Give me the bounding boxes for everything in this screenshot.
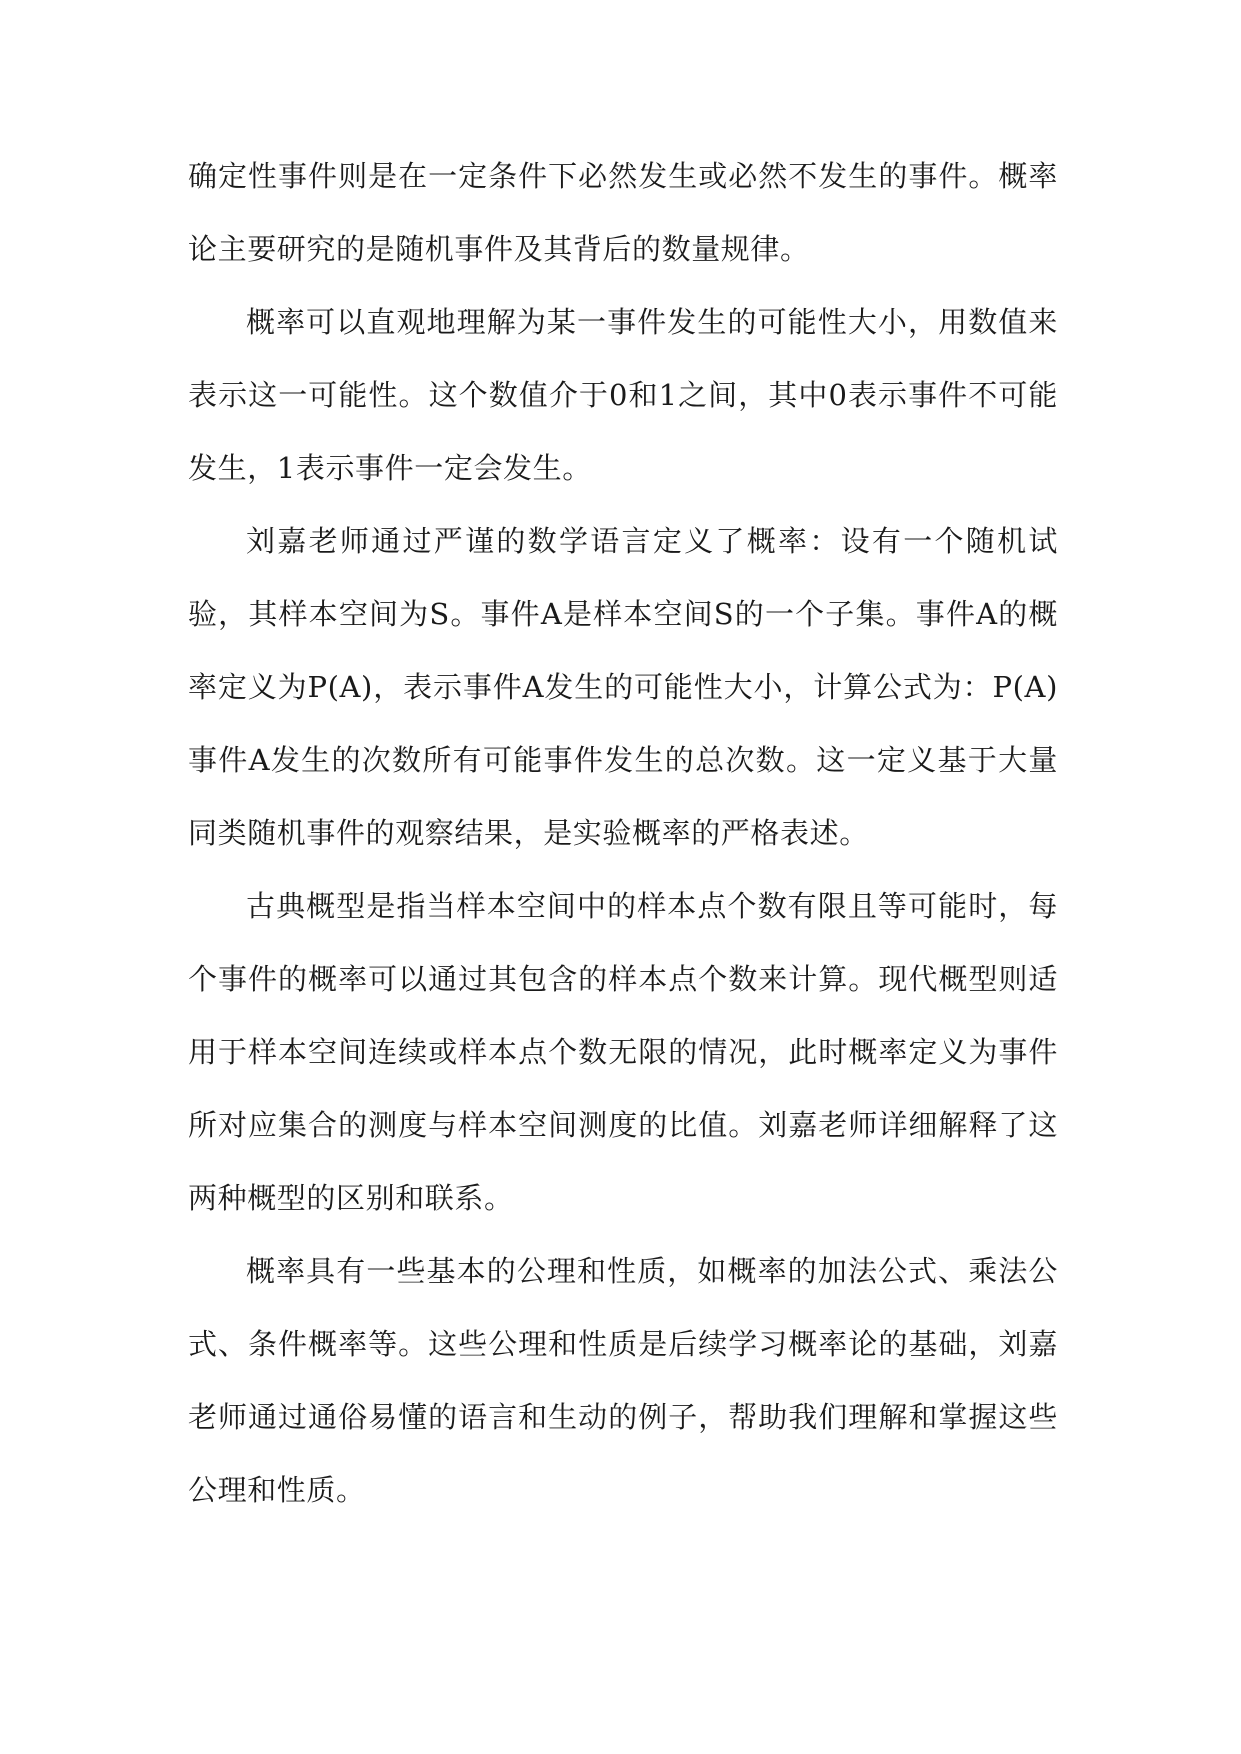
document-body <box>188 140 1058 1527</box>
paragraph-3: 刘嘉老师通过严谨的数学语言定义了概率：设有一个随机试验，其样本空间为S。事件A是样本空间S的一个子集。事件A的概率定义为P(A)，表示事件A发生的可能性大小，计算公式为：P(A)事件A发生的次数所有可能事件发生的总次数。这一定义基于大量同类随机事件的观察结果，是实验概率的严格表述。 <box>188 524 1058 850</box>
paragraph-2: 概率可以直观地理解为某一事件发生的可能性大小，用数值来表示这一可能性。这个数值介于0和1之间，其中0表示事件不可能发生，1表示事件一定会发生。 <box>188 305 1058 485</box>
paragraph-1: 确定性事件则是在一定条件下必然发生或必然不发生的事件。概率论主要研究的是随机事件及其背后的数量规律。 <box>188 159 1058 266</box>
paragraph-5: 概率具有一些基本的公理和性质，如概率的加法公式、乘法公式、条件概率等。这些公理和性质是后续学习概率论的基础，刘嘉老师通过通俗易懂的语言和生动的例子，帮助我们理解和掌握这些公理和性质。 <box>188 1254 1058 1507</box>
paragraph-4: 古典概型是指当样本空间中的样本点个数有限且等可能时，每个事件的概率可以通过其包含的样本点个数来计算。现代概型则适用于样本空间连续或样本点个数无限的情况，此时概率定义为事件所对应集合的测度与样本空间测度的比值。刘嘉老师详细解释了这两种概型的区别和联系。 <box>188 889 1058 1215</box>
